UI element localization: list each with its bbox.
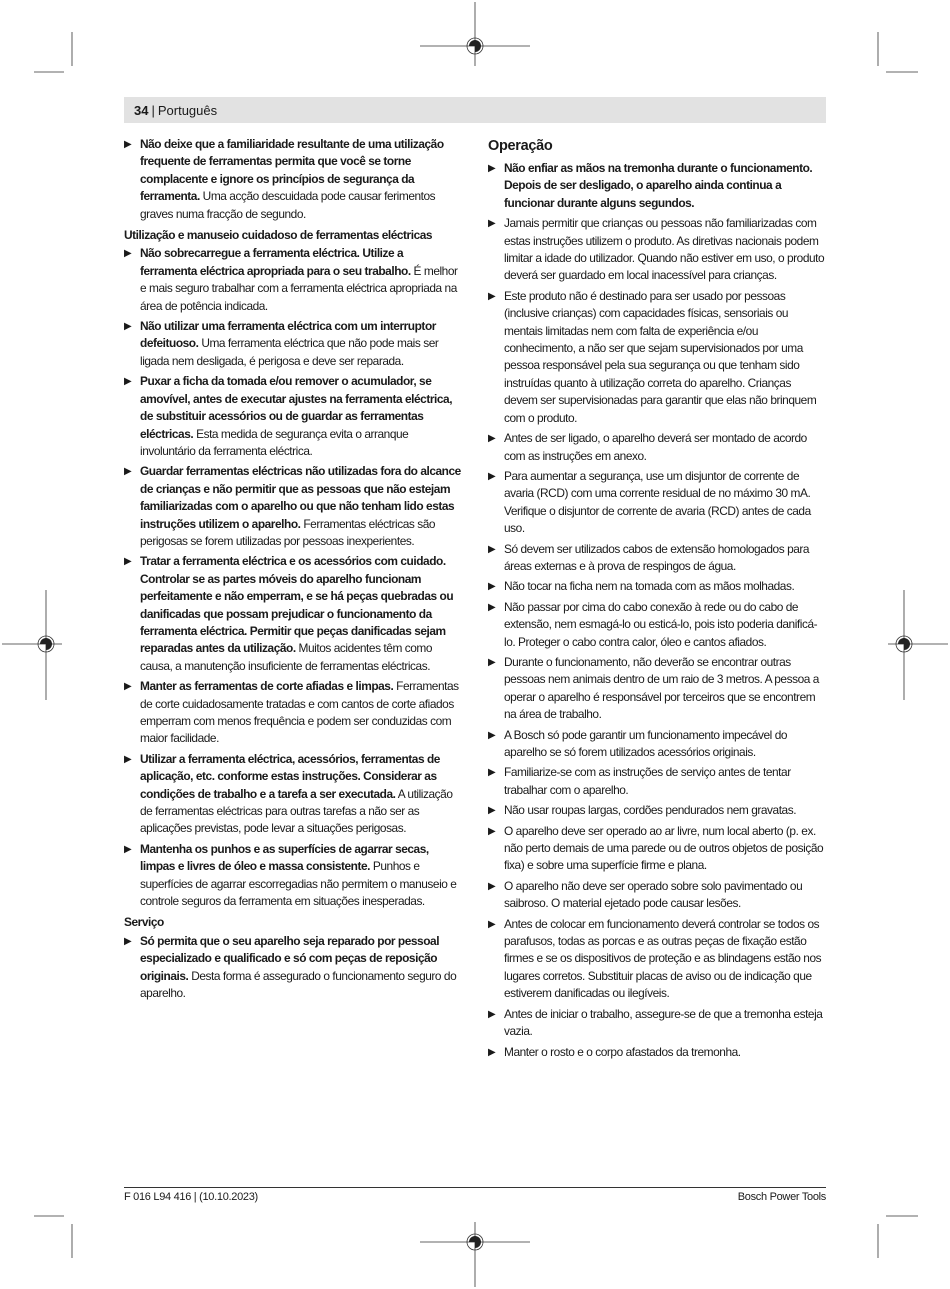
item-body-text: Não passar por cima do cabo conexão à rede ou do cabo de extensão, nem esmagá-lo ou esticá-lo, pois isto poderia danificá-lo. Proteger o cabo contra calor, óleo e cantos afiados. xyxy=(504,599,818,649)
item-bold-text: Não deixe que a familiaridade resultante de uma utilização frequente de ferramentas permita que você se torne complacente e ignore os princípios de segurança da ferramenta. xyxy=(140,137,444,204)
bullet-arrow-icon: ▶ xyxy=(124,321,132,333)
list-item xyxy=(124,318,461,370)
list-item xyxy=(488,823,825,875)
bullet-arrow-icon: ▶ xyxy=(488,581,496,593)
bullet-arrow-icon: ▶ xyxy=(488,163,496,174)
item-bold-text: Mantenha os punhos e as superfícies de agarrar secas, limpas e livres de óleo e massa consistente. xyxy=(140,841,429,874)
item-body-text: Uma acção descuidada pode causar ferimentos graves numa fracção de segundo. xyxy=(140,189,436,221)
bullet-arrow-icon: ▶ xyxy=(124,556,132,568)
item-body-text: A utilização de ferramentas eléctricas para outras tarefas a não ser as aplicações previstas, pode levar a situações perigosas. xyxy=(140,786,453,836)
bullet-arrow-icon: ▶ xyxy=(488,656,496,668)
item-bold-text: Guardar ferramentas eléctricas não utilizadas fora do alcance de crianças e não permitir que as pessoas que não estejam familiarizadas com o aparelho ou que não tenham lido estas instruções utilizem o aparelho. xyxy=(140,464,461,531)
subheading-service: Serviço xyxy=(124,915,164,930)
section-title-operation: Operação xyxy=(488,138,553,154)
list-item xyxy=(124,841,461,911)
bullet-arrow-icon: ▶ xyxy=(124,466,132,478)
list-item xyxy=(488,578,825,595)
left-list-general xyxy=(124,136,461,223)
list-item xyxy=(488,430,825,465)
list-item xyxy=(124,245,461,315)
list-item xyxy=(124,678,461,748)
list-item xyxy=(488,160,825,212)
bullet-arrow-icon: ▶ xyxy=(488,470,496,482)
bullet-arrow-icon: ▶ xyxy=(488,1008,496,1020)
header-separator: | xyxy=(151,103,155,118)
list-item xyxy=(124,373,461,460)
bullet-arrow-icon: ▶ xyxy=(488,1046,496,1058)
bullet-arrow-icon: ▶ xyxy=(488,805,496,817)
list-item xyxy=(124,136,461,223)
bullet-arrow-icon: ▶ xyxy=(124,681,132,693)
page-header xyxy=(134,103,217,119)
bullet-arrow-icon: ▶ xyxy=(488,433,496,445)
footer-document-code: F 016 L94 416 | (10.10.2023) xyxy=(124,1191,258,1203)
item-body-text: Desta forma é assegurado o funcionamento seguro do aparelho. xyxy=(140,968,457,1001)
list-item xyxy=(488,916,825,1003)
item-body-text: Este produto não é destinado para ser usado por pessoas (inclusive crianças) com capacidades físicas, sensoriais ou mentais limitadas nem com falta de experiência e/ou conhecimento, a não ser que sejam supervisionados por uma pessoa responsável pela sua segurança ou que tenham sido instruídas quanto à utilização correta do aparelho. Crianças devem ser supervisionadas para garantir que elas não brinquem com o produto. xyxy=(504,288,817,425)
item-body-text: Antes de colocar em funcionamento deverá controlar se todos os parafusos, todas as porcas e as outras peças de fixação estão firmes e se os dispositivos de proteção e as blindagens estão nos lugares corretos. Substituir placas de aviso ou de indicação que estiverem danificadas ou ilegíveis. xyxy=(504,916,822,1001)
list-item xyxy=(488,1044,825,1061)
bullet-arrow-icon: ▶ xyxy=(488,601,496,613)
list-item xyxy=(124,463,461,550)
bullet-arrow-icon: ▶ xyxy=(124,248,132,260)
item-body-text: Só devem ser utilizados cabos de extensão homologados para áreas externas e à prova de respingos de água. xyxy=(504,541,810,573)
subheading-tool-use: Utilização e manuseio cuidadoso de ferramentas eléctricas xyxy=(124,228,433,243)
left-column xyxy=(124,136,461,1006)
list-item xyxy=(488,764,825,799)
left-list-tool-use xyxy=(124,245,461,910)
bullet-arrow-icon: ▶ xyxy=(124,753,132,765)
list-item xyxy=(124,933,461,1003)
left-list-service xyxy=(124,933,461,1003)
bullet-arrow-icon: ▶ xyxy=(488,880,496,892)
item-body-text: Ferramentas de corte cuidadosamente tratadas e com cantos de corte afiados emperram com menos frequência e podem ser conduzidas com maior facilidade. xyxy=(140,679,459,746)
item-body-text: Jamais permitir que crianças ou pessoas não familiarizadas com estas instruções utilizem o produto. As diretivas nacionais podem limitar a idade do utilizador. Quando não estiver em uso, o produto deverá ser guardado em local inacessível para crianças. xyxy=(504,216,825,283)
item-body-text: Para aumentar a segurança, use um disjuntor de corrente de avaria (RCD) com uma corrente residual de no máximo 30 mA. Verifique o disjuntor de corrente de avaria (RCD) antes de cada uso. xyxy=(504,468,811,536)
item-bold-text: Utilizar a ferramenta eléctrica, acessórios, ferramentas de aplicação, etc. conforme estas instruções. Considerar as condições de trabalho e a tarefa a ser executada. xyxy=(140,751,440,801)
page-number: 34 xyxy=(134,103,149,118)
bullet-arrow-icon: ▶ xyxy=(124,843,132,855)
item-body-text: Não tocar na ficha nem na tomada com as mãos molhadas. xyxy=(504,579,795,594)
item-body-text: Não usar roupas largas, cordões pendurados nem gravatas. xyxy=(504,803,797,818)
item-bold-text: Não sobrecarregue a ferramenta eléctrica. Utilize a ferramenta eléctrica apropriada para o seu trabalho. xyxy=(140,246,411,278)
item-bold-text: Tratar a ferramenta eléctrica e os acessórios com cuidado. Controlar se as partes móveis do aparelho funcionam perfeitamente e não emperram, e se há peças quebradas ou danificadas que possam prejudicar o funcionamento da ferramenta eléctrica. Permitir que peças danificadas sejam reparadas antes da utilização. xyxy=(140,554,454,656)
item-body-text: Esta medida de segurança evita o arranque involuntário da ferramenta eléctrica. xyxy=(140,426,409,458)
list-item xyxy=(488,599,825,651)
item-body-text: Antes de ser ligado, o aparelho deverá ser montado de acordo com as instruções em anexo. xyxy=(504,431,807,463)
right-list-operation xyxy=(488,160,825,1061)
bullet-arrow-icon: ▶ xyxy=(488,825,496,837)
item-body-text: Uma ferramenta eléctrica que não pode mais ser ligada nem desligada, é perigosa e deve ser reparada. xyxy=(140,336,439,368)
item-bold-text: Não enfiar as mãos na tremonha durante o funcionamento. Depois de ser desligado, o aparelho ainda continua a funcionar durante alguns segundos. xyxy=(504,161,813,210)
item-body-text: Ferramentas eléctricas são perigosas se forem utilizadas por pessoas inexperientes. xyxy=(140,516,436,548)
list-item xyxy=(488,727,825,762)
item-body-text: Muitos acidentes têm como causa, a manutenção insuficiente de ferramentas eléctricas. xyxy=(140,641,433,673)
bullet-arrow-icon: ▶ xyxy=(124,935,132,947)
item-body-text: O aparelho não deve ser operado sobre solo pavimentado ou saibroso. O material ejetado pode causar lesões. xyxy=(504,878,803,911)
list-item xyxy=(124,553,461,675)
item-body-text: Durante o funcionamento, não deverão se encontrar outras pessoas nem animais dentro de um raio de 3 metros. A pessoa a operar o aparelho é responsável por terceiros que se encontrem na área de trabalho. xyxy=(504,654,819,722)
item-body-text: O aparelho deve ser operado ao ar livre, num local aberto (p. ex. não perto demais de uma parede ou de outros objetos de posição fixa) e sobre uma superfície firme e plana. xyxy=(504,823,824,873)
bullet-arrow-icon: ▶ xyxy=(488,729,496,741)
item-bold-text: Puxar a ficha da tomada e/ou remover o acumulador, se amovível, antes de executar ajustes na ferramenta eléctrica, de substituir acessórios ou de guardar as ferramentas eléctricas. xyxy=(140,374,453,441)
list-item xyxy=(488,215,825,285)
bullet-arrow-icon: ▶ xyxy=(124,139,132,150)
list-item xyxy=(488,1006,825,1041)
list-item xyxy=(488,878,825,913)
footer-divider xyxy=(124,1187,826,1188)
item-body-text: A Bosch só pode garantir um funcionamento impecável do aparelho se só forem utilizados acessórios originais. xyxy=(504,727,788,759)
bullet-arrow-icon: ▶ xyxy=(488,918,496,930)
item-body-text: Familiarize-se com as instruções de serviço antes de tentar trabalhar com o aparelho. xyxy=(504,765,791,797)
item-bold-text: Manter as ferramentas de corte afiadas e limpas. xyxy=(140,679,394,694)
bullet-arrow-icon: ▶ xyxy=(488,767,496,779)
item-body-text: Antes de iniciar o trabalho, assegure-se de que a tremonha esteja vazia. xyxy=(504,1006,823,1039)
item-body-text: Manter o rosto e o corpo afastados da tremonha. xyxy=(504,1044,741,1059)
bullet-arrow-icon: ▶ xyxy=(488,543,496,555)
list-item xyxy=(488,802,825,819)
item-bold-text: Só permita que o seu aparelho seja reparado por pessoal especializado e qualificado e só com peças de reposição originais. xyxy=(140,933,440,983)
item-body-text: É melhor e mais seguro trabalhar com a ferramenta eléctrica apropriada na área de potência indicada. xyxy=(140,263,458,313)
list-item xyxy=(124,751,461,838)
list-item xyxy=(488,288,825,427)
right-column xyxy=(488,136,825,1064)
header-language: Português xyxy=(157,103,218,118)
item-bold-text: Não utilizar uma ferramenta eléctrica com um interruptor defeituoso. xyxy=(140,319,436,351)
page-header-band xyxy=(124,97,826,123)
bullet-arrow-icon: ▶ xyxy=(488,218,496,230)
item-body-text: Punhos e superfícies de agarrar escorregadias não permitem o manuseio e controle seguros da ferramenta em situações inesperadas. xyxy=(140,859,457,909)
list-item xyxy=(488,654,825,724)
list-item xyxy=(488,468,825,538)
list-item xyxy=(488,541,825,576)
footer-brand: Bosch Power Tools xyxy=(737,1191,826,1203)
bullet-arrow-icon: ▶ xyxy=(488,290,496,302)
bullet-arrow-icon: ▶ xyxy=(124,376,132,388)
